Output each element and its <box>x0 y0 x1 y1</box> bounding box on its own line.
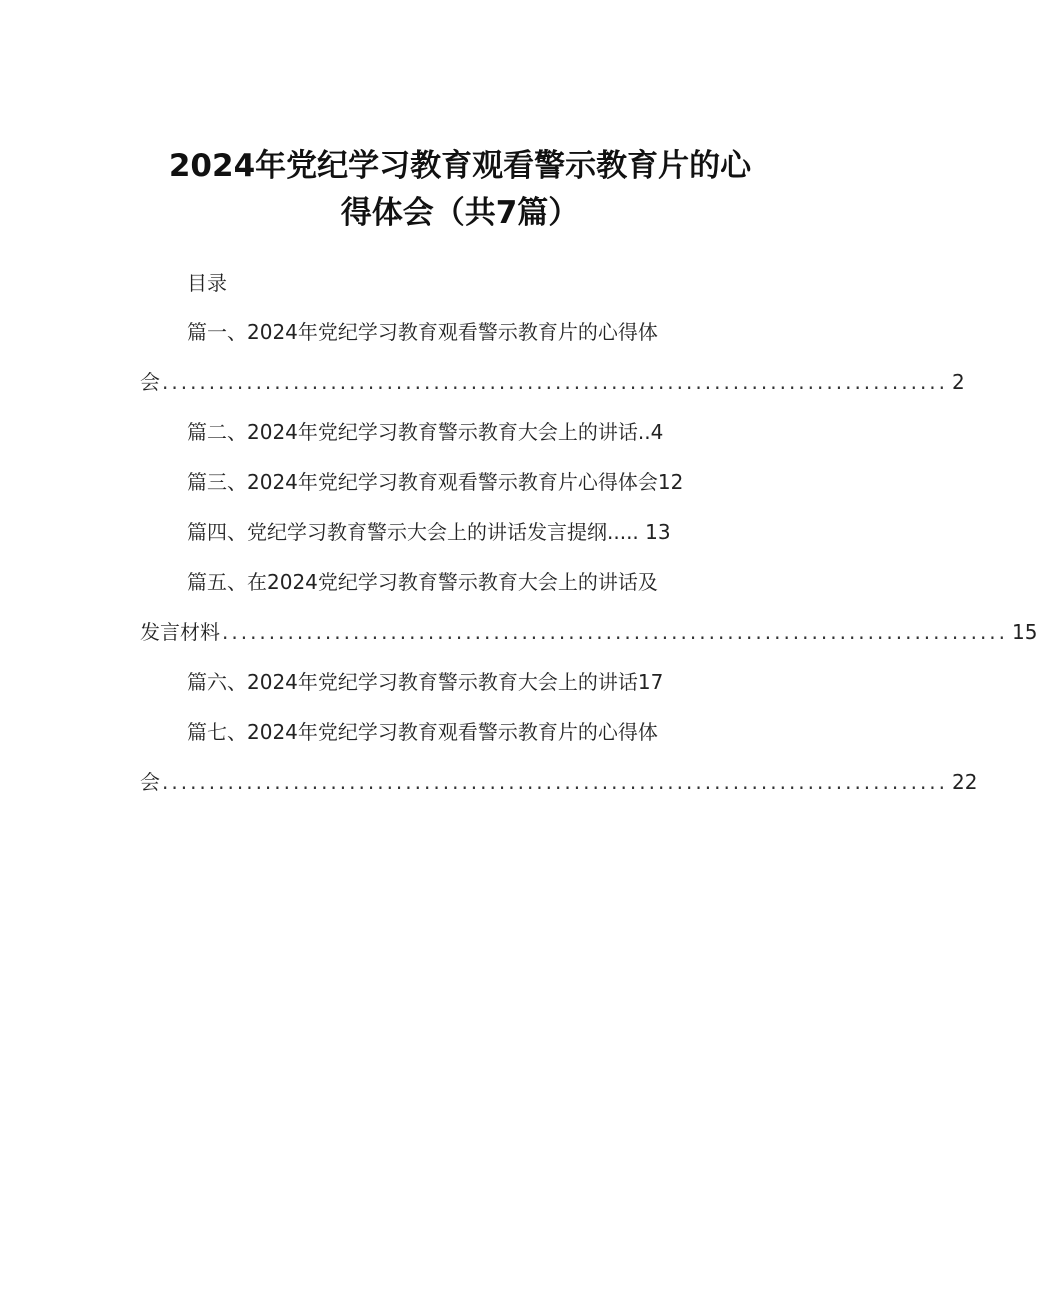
document-title-line-2: 得体会（共7篇） <box>340 195 580 231</box>
document-title-line-1: 2024年党纪学习教育观看警示教育片的心 <box>168 148 752 184</box>
toc-entry-1-line-1[interactable] <box>187 318 658 346</box>
dot-leader: .................................................................................... <box>162 770 949 794</box>
toc-entry-1-page: 2 <box>952 370 965 394</box>
toc-entry-7-text: 篇七、2024年党纪学习教育观看警示教育片的心得体 <box>187 720 658 744</box>
toc-entry-6[interactable] <box>187 668 663 696</box>
dot-leader: .................................................................................... <box>162 370 949 394</box>
toc-entry-2-text: 篇二、2024年党纪学习教育警示教育大会上的讲话.. <box>187 420 651 444</box>
toc-entry-2[interactable] <box>187 418 663 446</box>
toc-entry-5-page: 15 <box>1012 620 1037 644</box>
toc-entry-5-line-1[interactable] <box>187 568 658 596</box>
toc-entry-7-text-cont: 会 <box>140 770 160 794</box>
toc-entry-3-text: 篇三、2024年党纪学习教育观看警示教育片心得体会 <box>187 470 658 494</box>
toc-entry-4[interactable] <box>187 518 671 546</box>
toc-entry-1-text: 篇一、2024年党纪学习教育观看警示教育片的心得体 <box>187 320 658 344</box>
toc-entry-5-line-2[interactable] <box>140 618 1037 646</box>
toc-entry-3-page: 12 <box>657 470 684 494</box>
toc-entry-1-text-cont: 会 <box>140 370 160 394</box>
toc-entry-7-line-2[interactable] <box>140 768 978 796</box>
dot-leader: .................................................................................... <box>222 620 1009 644</box>
toc-entry-5-text: 篇五、在2024党纪学习教育警示教育大会上的讲话及 <box>187 570 658 594</box>
toc-entry-3[interactable] <box>187 468 683 496</box>
toc-entry-4-text: 篇四、党纪学习教育警示大会上的讲话发言提纲..... <box>187 520 639 544</box>
toc-entry-2-page: 4 <box>650 420 664 444</box>
toc-entry-7-line-1[interactable] <box>187 718 658 746</box>
toc-entry-1-line-2[interactable] <box>140 368 965 396</box>
toc-entry-6-text: 篇六、2024年党纪学习教育警示教育大会上的讲话 <box>187 670 638 694</box>
toc-entry-6-page: 17 <box>637 670 664 694</box>
toc-entry-7-page: 22 <box>952 770 978 794</box>
toc-heading: 目录 <box>187 271 227 295</box>
toc-entry-5-text-cont: 发言材料 <box>140 620 220 644</box>
toc-entry-4-page: 13 <box>645 520 671 544</box>
